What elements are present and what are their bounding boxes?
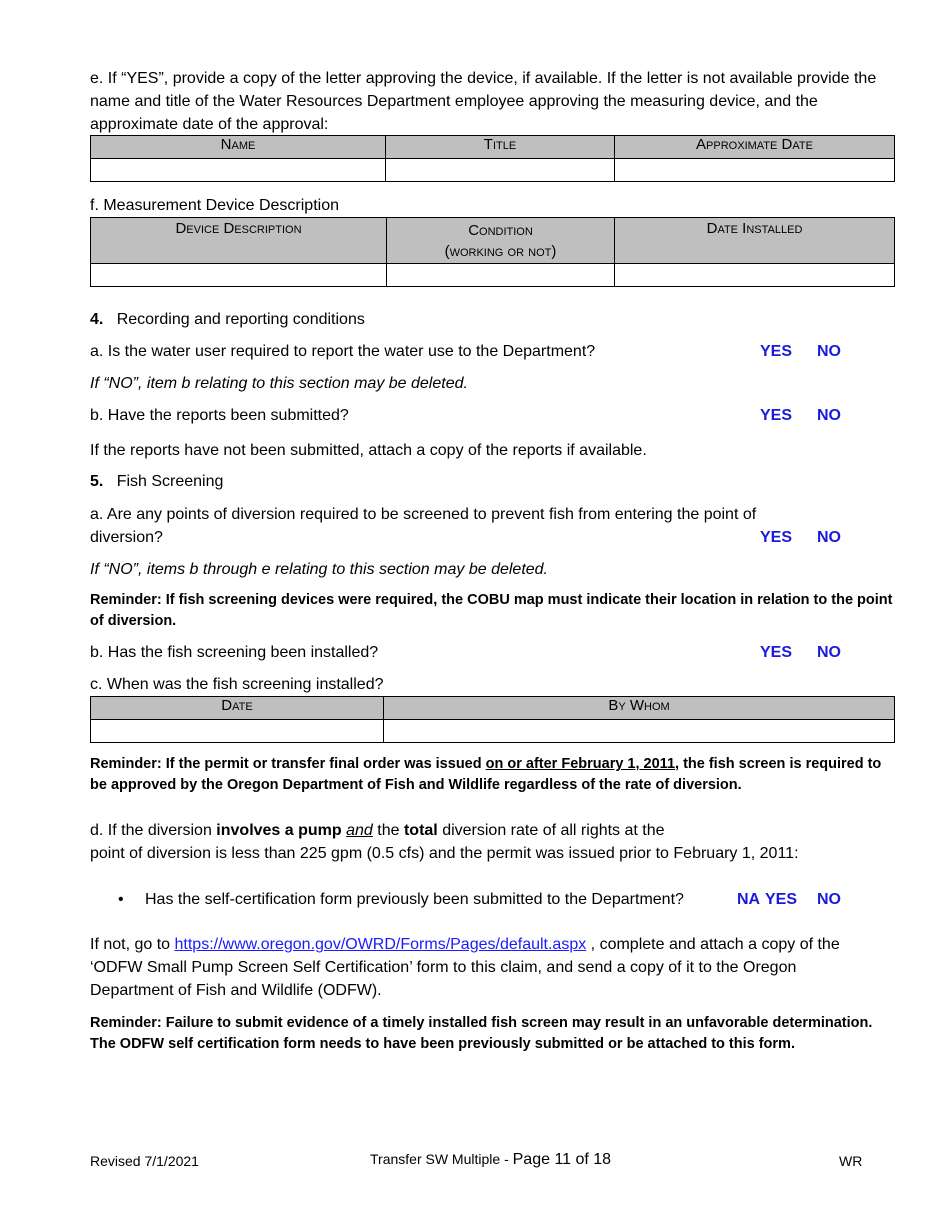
reminder-odfw-date: on or after February 1, 2011 <box>485 756 676 772</box>
col-header-date: Date <box>91 697 384 720</box>
section-5-note: If “NO”, items b through e relating to this section may be deleted. <box>90 561 548 578</box>
if-not-instructions <box>90 933 880 1002</box>
section-4-note: If “NO”, item b relating to this section may be deleted. <box>90 375 468 392</box>
section-4-heading <box>90 308 894 331</box>
no-option-5d[interactable]: NO <box>817 891 841 908</box>
if-not-post: , complete and attach a copy of the ‘ODFW Small Pump Screen Self Certification’ form to this claim, and send a copy of it to the Oregon Department of Fish and Wildlife (ODFW). <box>90 936 840 999</box>
question-5c-text: c. When was the fish screening installed? <box>90 676 384 693</box>
bullet-question: Has the self-certification form previously been submitted to the Department? <box>145 891 684 908</box>
no-option-5a[interactable]: NO <box>817 529 841 546</box>
na-option[interactable]: NA <box>737 891 761 908</box>
reminder-self-certification: Reminder: Failure to submit evidence of a timely installed fish screen may result in an unfavorable determination. The ODFW self certification form needs to have been previously submitted or be attached to this form. <box>90 1015 873 1052</box>
section-5-title: Fish Screening <box>116 473 224 490</box>
question-5d-line2: point of diversion is less than 225 gpm (0.5 cfs) and the permit was issued prior to February 1, 2011: <box>90 845 799 862</box>
date-installed-cell[interactable] <box>615 264 895 287</box>
question-5b-text: b. Has the fish screening been installed? <box>90 644 379 661</box>
yes-option-5b[interactable]: YES <box>760 644 793 661</box>
question-4a-text: a. Is the water user required to report the water use to the Department? <box>90 343 596 360</box>
col-header-name: Name <box>91 136 386 159</box>
q5d-pre: d. If the diversion <box>90 822 217 839</box>
reminder-odfw-pre: Reminder: If the permit or transfer final order was issued <box>90 756 486 772</box>
condition-label: Condition <box>468 222 533 239</box>
footer-doc: Transfer SW Multiple - <box>370 1151 513 1167</box>
col-header-by-whom: By Whom <box>384 697 895 720</box>
section-5-heading <box>90 470 894 493</box>
question-4b-text: b. Have the reports been submitted? <box>90 407 349 424</box>
yes-option-5a[interactable]: YES <box>760 529 793 546</box>
section-4-title: Recording and reporting conditions <box>116 311 365 328</box>
yes-option-4b[interactable]: YES <box>760 407 793 424</box>
installed-by-cell[interactable] <box>384 720 895 743</box>
section-5-number: 5. <box>90 473 104 490</box>
reminder-odfw-approval <box>90 754 894 796</box>
condition-sublabel: (working or not) <box>444 243 557 260</box>
no-option-4b[interactable]: NO <box>817 407 841 424</box>
condition-cell[interactable] <box>387 264 615 287</box>
yes-option-4a[interactable]: YES <box>760 343 793 360</box>
question-5a-line2: diversion? <box>90 529 163 546</box>
q5d-space2: the <box>372 822 404 839</box>
name-cell[interactable] <box>91 159 386 182</box>
owrd-forms-link[interactable]: https://www.oregon.gov/OWRD/Forms/Pages/default.aspx <box>174 936 587 953</box>
col-header-approximate-date: Approximate Date <box>615 136 895 159</box>
installation-table <box>90 696 895 743</box>
q5d-post: diversion rate of all rights at the <box>437 822 665 839</box>
footer-doc-title <box>370 1151 611 1169</box>
question-5a-line1: a. Are any points of diversion required to be screened to prevent fish from entering the point of <box>90 506 757 523</box>
install-date-cell[interactable] <box>91 720 384 743</box>
col-header-date-installed: Date Installed <box>615 218 895 264</box>
footer-code: WR <box>839 1153 863 1169</box>
question-5d-line1 <box>90 819 665 842</box>
approval-table <box>90 135 895 182</box>
no-option-4a[interactable]: NO <box>817 343 841 360</box>
no-option-5b[interactable]: NO <box>817 644 841 661</box>
approximate-date-cell[interactable] <box>615 159 895 182</box>
reminder-odfw-post: , the fish screen is required to be approved by the Oregon Department of Fish and Wildlife regardless of the rate of diversion. <box>90 756 882 793</box>
section-e-text: e. If “YES”, provide a copy of the letter approving the device, if available. If the letter is not available provide the name and title of the Water Resources Department employee approving the measuring device, and the approximate date of the approval: <box>90 70 877 133</box>
footer-page-number: Page 11 of 18 <box>512 1151 612 1168</box>
section-f-title: f. Measurement Device Description <box>90 197 339 214</box>
footer-revised: Revised 7/1/2021 <box>90 1153 199 1169</box>
q5d-bold-total: total <box>403 822 438 839</box>
col-header-title: Title <box>386 136 615 159</box>
title-cell[interactable] <box>386 159 615 182</box>
device-table <box>90 217 895 287</box>
section-4-number: 4. <box>90 311 104 328</box>
bullet-marker: • <box>118 891 124 908</box>
q5d-and: and <box>346 822 373 839</box>
device-description-cell[interactable] <box>91 264 387 287</box>
q5d-bold-pump: involves a pump <box>216 822 342 839</box>
if-not-pre: If not, go to <box>90 936 175 953</box>
reminder-cobu-map: Reminder: If fish screening devices were required, the COBU map must indicate their location in relation to the point of diversion. <box>90 592 893 629</box>
col-header-condition <box>387 218 615 264</box>
section-4-after-text: If the reports have not been submitted, attach a copy of the reports if available. <box>90 442 647 459</box>
col-header-device-description: Device Description <box>91 218 387 264</box>
yes-option-5d[interactable]: YES <box>765 891 798 908</box>
